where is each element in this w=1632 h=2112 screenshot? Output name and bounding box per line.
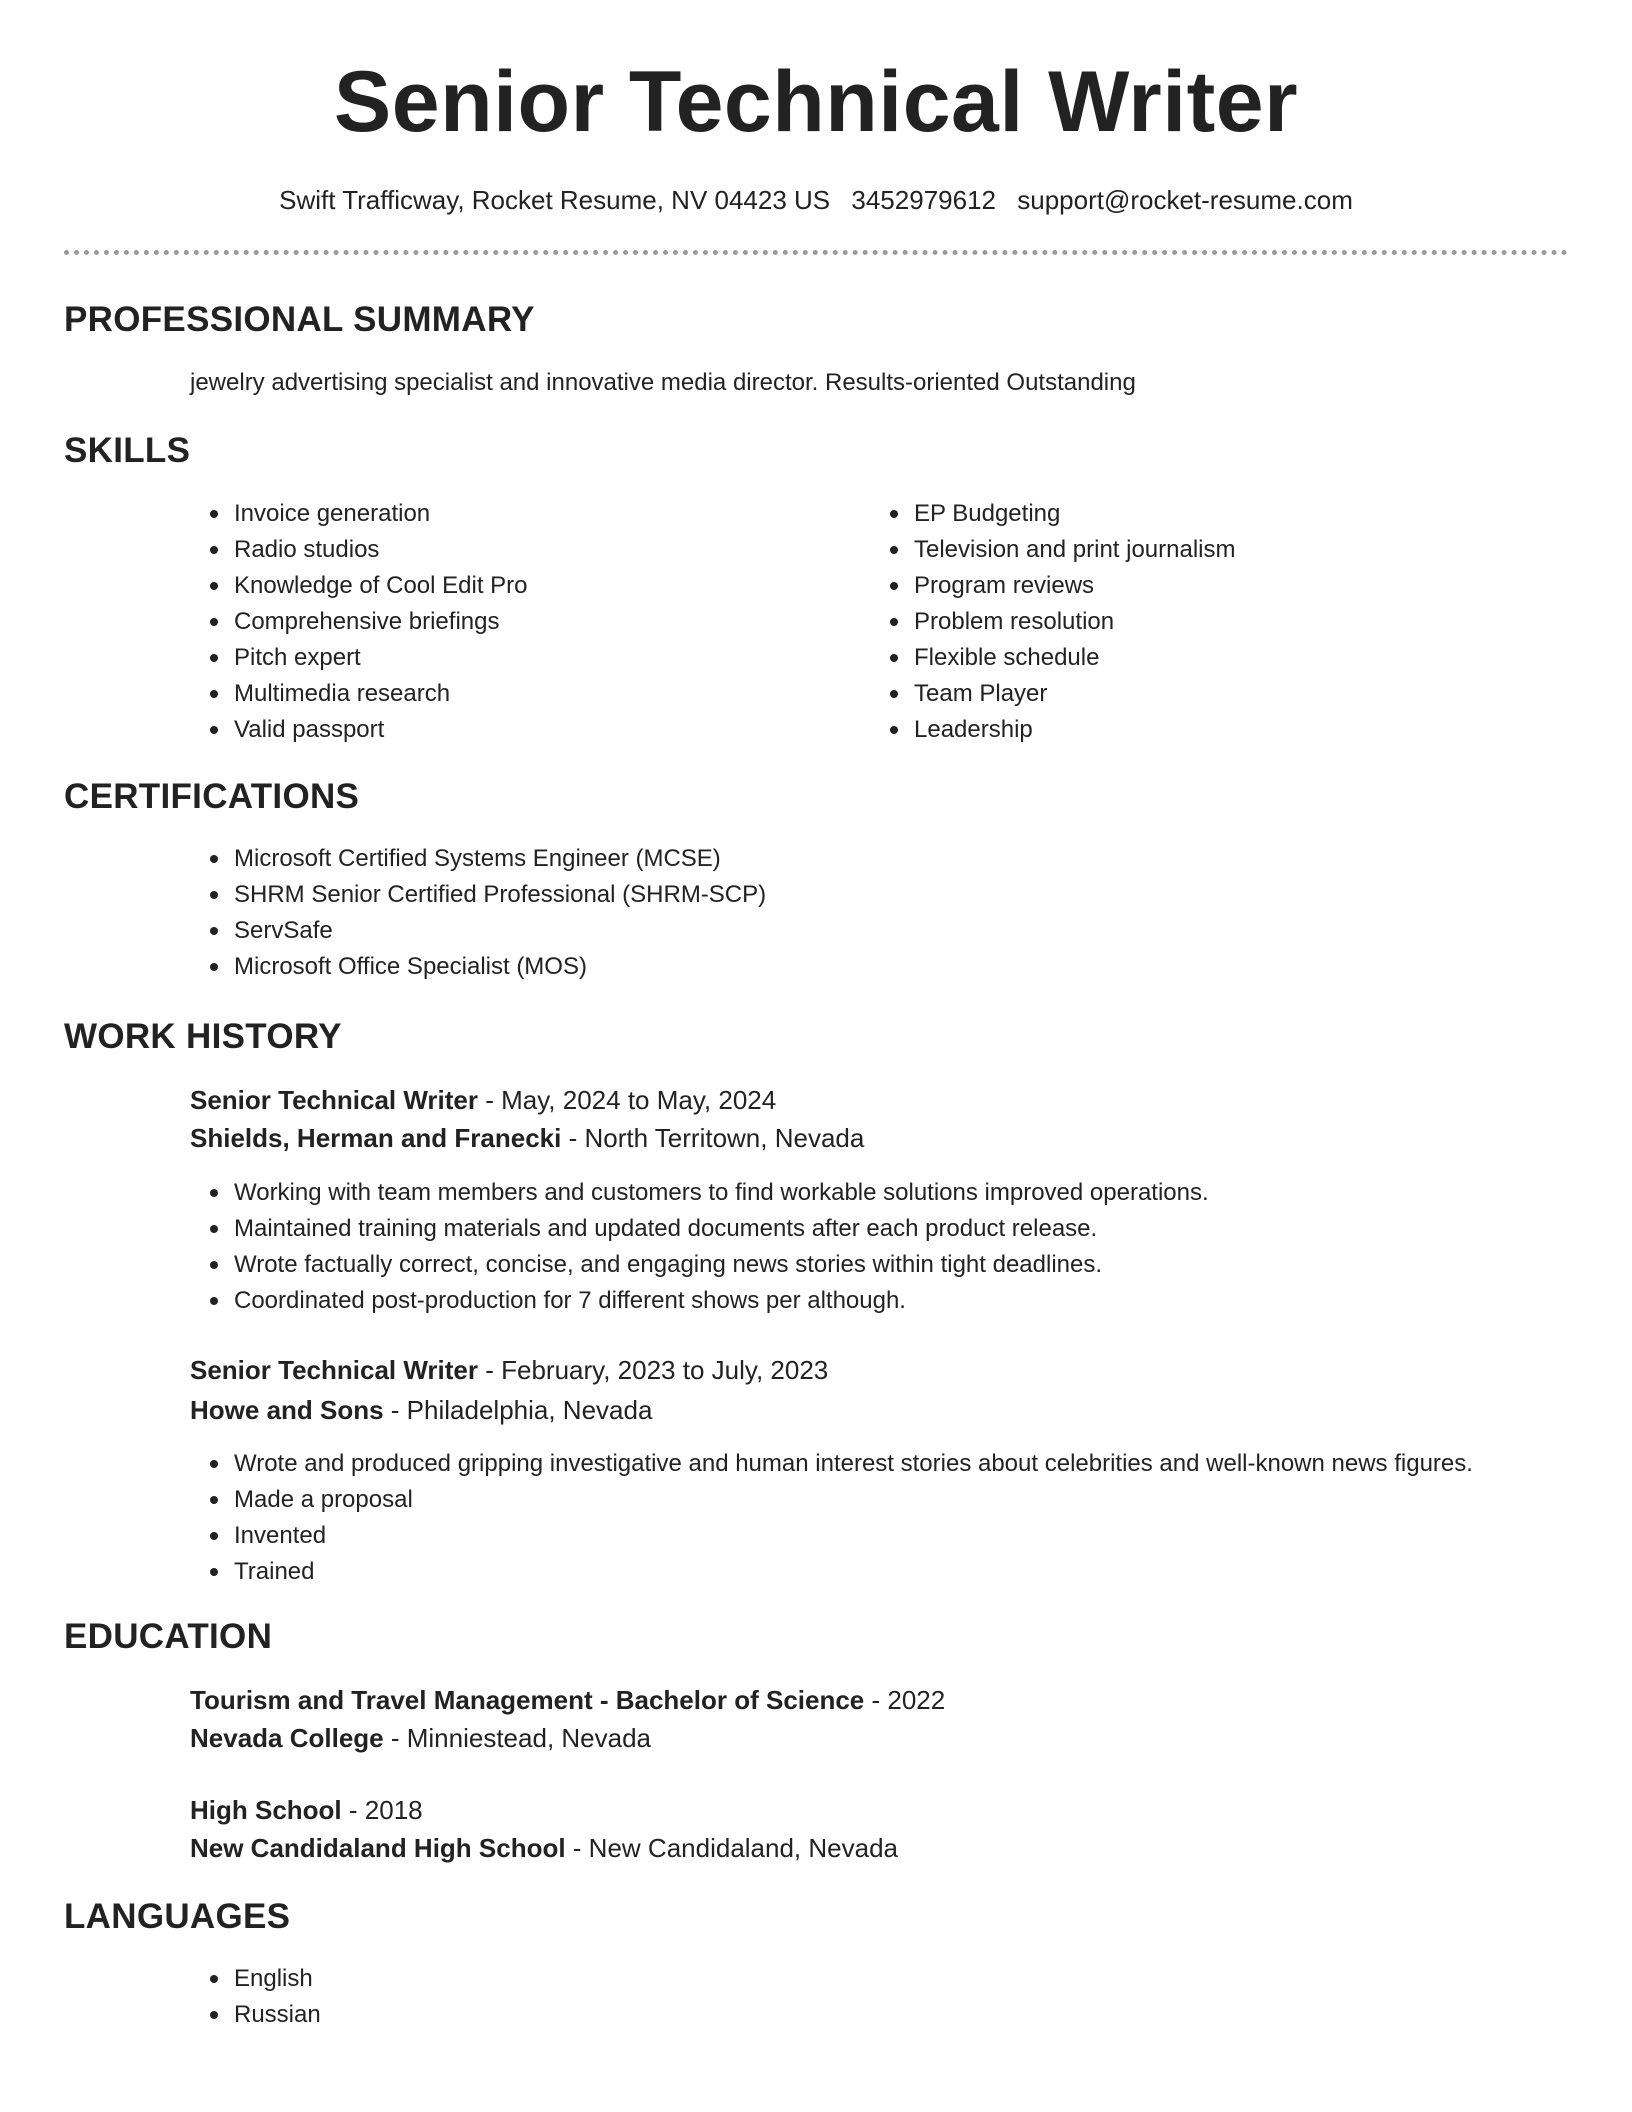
job-bullets [200, 1175, 1568, 1319]
languages-heading: LANGUAGES [64, 1897, 291, 1936]
skill-item: Radio studios [200, 532, 840, 568]
job-title-line [190, 1083, 776, 1117]
job-bullet: Wrote and produced gripping investigative and human interest stories about celebrities and well-known news figures. [200, 1446, 1568, 1482]
certification-item: Microsoft Office Specialist (MOS) [200, 949, 1400, 985]
skill-item: Invoice generation [200, 496, 840, 532]
education-location: - New Candidaland, Nevada [565, 1833, 898, 1863]
summary-text: jewelry advertising specialist and innovative media director. Results-oriented Outstanding [190, 369, 1136, 396]
education-school: New Candidaland High School [190, 1833, 566, 1863]
resume-page [64, 0, 1568, 2028]
job-bullet: Wrote factually correct, concise, and engaging news stories within tight deadlines. [200, 1247, 1568, 1283]
skill-item: Pitch expert [200, 640, 840, 676]
certification-item: Microsoft Certified Systems Engineer (MCSE) [200, 841, 1400, 877]
certification-item: SHRM Senior Certified Professional (SHRM-SCP) [200, 877, 1400, 913]
skills-list-left [200, 496, 840, 748]
education-degree-line [190, 1793, 423, 1827]
job-title-line [190, 1353, 828, 1387]
contact-email: support@rocket-resume.com [1017, 185, 1353, 215]
certifications-list [200, 841, 1400, 985]
education-degree-line [190, 1683, 945, 1717]
job-role: Senior Technical Writer [190, 1085, 479, 1115]
job-company: Howe and Sons [190, 1395, 384, 1425]
work-history-heading: WORK HISTORY [64, 1017, 342, 1056]
education-school: Nevada College [190, 1723, 384, 1753]
job-dates: - May, 2024 to May, 2024 [478, 1085, 777, 1115]
job-role: Senior Technical Writer [190, 1355, 479, 1385]
job-company-line [190, 1393, 652, 1427]
job-bullet: Invented [200, 1518, 1568, 1554]
skills-list-right [880, 496, 1520, 748]
job-bullet: Working with team members and customers to find workable solutions improved operations. [200, 1175, 1568, 1211]
skill-item: Knowledge of Cool Edit Pro [200, 568, 840, 604]
certification-item: ServSafe [200, 913, 1400, 949]
skill-item: Television and print journalism [880, 532, 1520, 568]
language-item: English [200, 1961, 800, 1997]
certifications-heading: CERTIFICATIONS [64, 777, 360, 816]
job-bullets [200, 1446, 1568, 1590]
job-bullet: Coordinated post-production for 7 different shows per although. [200, 1283, 1568, 1319]
education-heading: EDUCATION [64, 1617, 273, 1656]
languages-list [200, 1961, 800, 2033]
education-degree: Tourism and Travel Management - Bachelor of Science [190, 1685, 865, 1715]
skill-item: EP Budgeting [880, 496, 1520, 532]
job-bullet: Maintained training materials and updated documents after each product release. [200, 1211, 1568, 1247]
language-item: Russian [200, 1997, 800, 2033]
contact-address: Swift Trafficway, Rocket Resume, NV 04423 US [279, 185, 831, 215]
education-school-line [190, 1721, 651, 1755]
job-bullet: Made a proposal [200, 1482, 1568, 1518]
skill-item: Program reviews [880, 568, 1520, 604]
job-company: Shields, Herman and Franecki [190, 1123, 562, 1153]
contact-line [64, 74, 1568, 218]
education-year: - 2022 [864, 1685, 946, 1715]
skill-item: Leadership [880, 712, 1520, 748]
job-location: - Philadelphia, Nevada [383, 1395, 653, 1425]
contact-phone: 3452979612 [851, 185, 996, 215]
job-location: - North Territown, Nevada [561, 1123, 865, 1153]
skill-item: Valid passport [200, 712, 840, 748]
education-degree: High School [190, 1795, 342, 1825]
education-location: - Minniestead, Nevada [383, 1723, 652, 1753]
job-dates: - February, 2023 to July, 2023 [478, 1355, 829, 1385]
skill-item: Comprehensive briefings [200, 604, 840, 640]
skills-heading: SKILLS [64, 431, 191, 470]
skill-item: Multimedia research [200, 676, 840, 712]
education-school-line [190, 1831, 898, 1865]
resume-name: Senior Technical Writer [333, 54, 1299, 150]
header-divider [64, 250, 1568, 255]
job-bullet: Trained [200, 1554, 1568, 1590]
skill-item: Team Player [880, 676, 1520, 712]
job-company-line [190, 1121, 864, 1155]
skill-item: Problem resolution [880, 604, 1520, 640]
summary-heading: PROFESSIONAL SUMMARY [64, 300, 535, 339]
education-year: - 2018 [341, 1795, 423, 1825]
skill-item: Flexible schedule [880, 640, 1520, 676]
